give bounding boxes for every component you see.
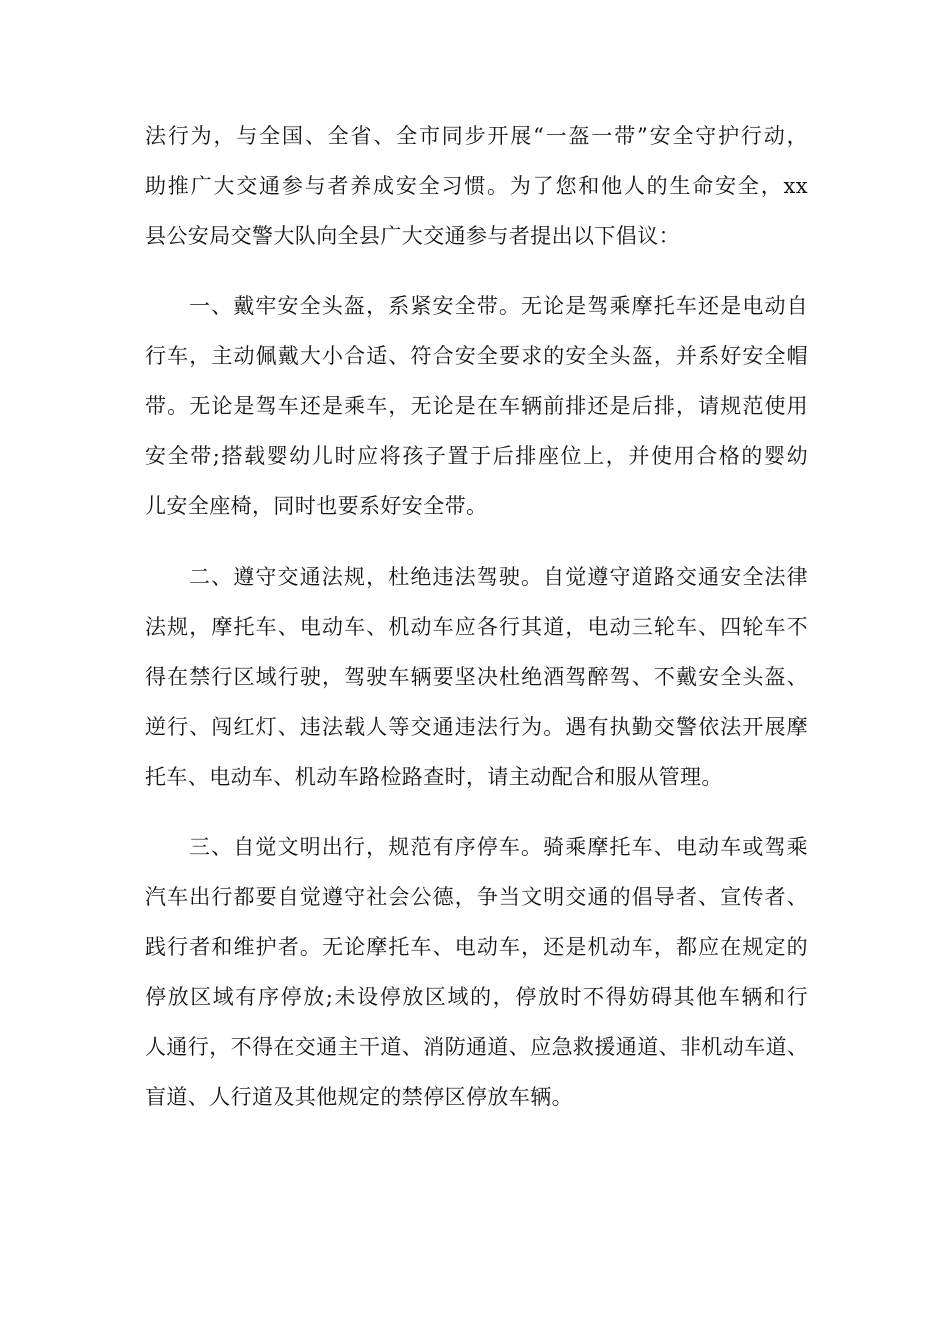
text-line: 人通行，不得在交通主干道、消防通道、应急救援通道、非机动车道、 bbox=[145, 1035, 809, 1059]
text-line: 践行者和维护者。无论摩托车、电动车，还是机动车，都应在规定的 bbox=[145, 935, 808, 959]
text-line: 行车，主动佩戴大小合适、符合安全要求的安全头盔，并系好安全帽 bbox=[145, 344, 808, 368]
text-line: 停放区域有序停放;未设停放区域的，停放时不得妨碍其他车辆和行 bbox=[145, 985, 808, 1009]
text-line: 盲道、人行道及其他规定的禁停区停放车辆。 bbox=[145, 1085, 573, 1109]
text-line: 二、遵守交通法规，杜绝违法驾驶。自觉遵守道路交通安全法律 bbox=[189, 565, 808, 589]
text-line: 逆行、闯红灯、违法载人等交通违法行为。遇有执勤交警依法开展摩 bbox=[145, 715, 808, 739]
text-line: 儿安全座椅，同时也要系好安全带。 bbox=[145, 494, 488, 518]
text-line: 助推广大交通参与者养成安全习惯。为了您和他人的生命安全，xx bbox=[145, 174, 808, 198]
text-line: 带。无论是驾车还是乘车，无论是在车辆前排还是后排，请规范使用 bbox=[145, 394, 808, 418]
text-line: 法行为，与全国、全省、全市同步开展“一盔一带”安全守护行动， bbox=[145, 124, 808, 148]
text-line: 汽车出行都要自觉遵守社会公德，争当文明交通的倡导者、宣传者、 bbox=[145, 885, 808, 909]
text-line: 三、自觉文明出行，规范有序停车。骑乘摩托车、电动车或驾乘 bbox=[189, 835, 808, 859]
text-line: 得在禁行区域行驶，驾驶车辆要坚决杜绝酒驾醉驾、不戴安全头盔、 bbox=[145, 665, 808, 689]
text-line: 法规，摩托车、电动车、机动车应各行其道，电动三轮车、四轮车不 bbox=[145, 615, 808, 639]
text-line: 一、戴牢安全头盔，系紧安全带。无论是驾乘摩托车还是电动自 bbox=[189, 294, 808, 318]
text-line: 县公安局交警大队向全县广大交通参与者提出以下倡议： bbox=[145, 224, 680, 248]
text-line: 托车、电动车、机动车路检路查时，请主动配合和服从管理。 bbox=[145, 765, 723, 789]
text-line: 安全带;搭载婴幼儿时应将孩子置于后排座位上，并使用合格的婴幼 bbox=[145, 444, 808, 468]
